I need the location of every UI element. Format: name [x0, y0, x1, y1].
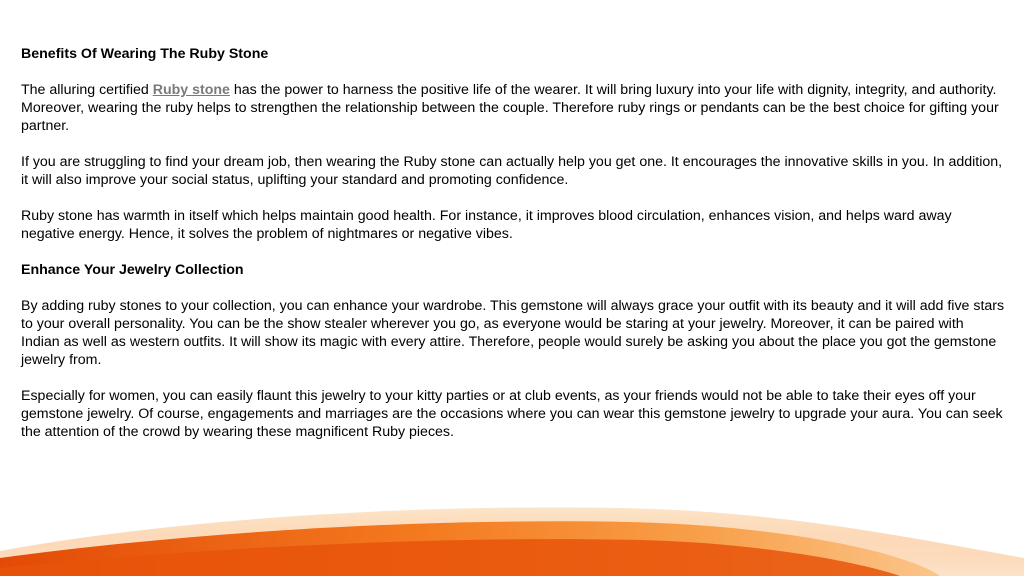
section-heading-collection: Enhance Your Jewelry Collection	[21, 262, 244, 278]
paragraph-text: The alluring certified	[21, 82, 153, 98]
section-heading-benefits: Benefits Of Wearing The Ruby Stone	[21, 46, 269, 62]
ruby-stone-link[interactable]: Ruby stone	[152, 82, 230, 98]
paragraph-dream-job: If you are struggling to find your dream job, then wearing the Ruby stone can actually help you get one. It encourages the innovative skills in you. In addition, it will also improve your social status, uplifting your standard and promoting confidence.	[21, 154, 1003, 188]
paragraph-women: Especially for women, you can easily flaunt this jewelry to your kitty parties or at club events, as your friends would not be able to take their eyes off your gemstone jewelry. Of course, engagements and marriages are the occasions where you can wear this gemstone jewelry to upgrade your aura. You can seek the attention of the crowd by wearing these magnificent Ruby pieces.	[21, 388, 1003, 440]
slide-content	[21, 45, 1005, 459]
paragraph-wardrobe: By adding ruby stones to your collection, you can enhance your wardrobe. This gemstone will always grace your outfit with its beauty and it will add five stars to your overall personality. You can be the show stealer wherever you go, as everyone would be staring at your jewelry. Moreover, it can be paired with Indian as well as western outfits. It will show its magic with every attire. Therefore, people would surely be asking you about the place you got the gemstone jewelry from.	[21, 298, 1005, 368]
paragraph-health: Ruby stone has warmth in itself which helps maintain good health. For instance, it improves blood circulation, enhances vision, and helps ward away negative energy. Hence, it solves the problem of nightmares or negative vibes.	[21, 208, 952, 242]
paragraph-text: has the power to harness the positive life of the wearer. It will bring luxury into your life with dignity, integrity, and authority. Moreover, wearing the ruby helps to strengthen the relationship between the couple. Therefore ruby rings or pendants can be the best choice for gifting your partner.	[21, 82, 999, 134]
orange-wave-decoration	[0, 496, 1024, 576]
paragraph-benefits-intro	[21, 81, 1005, 135]
